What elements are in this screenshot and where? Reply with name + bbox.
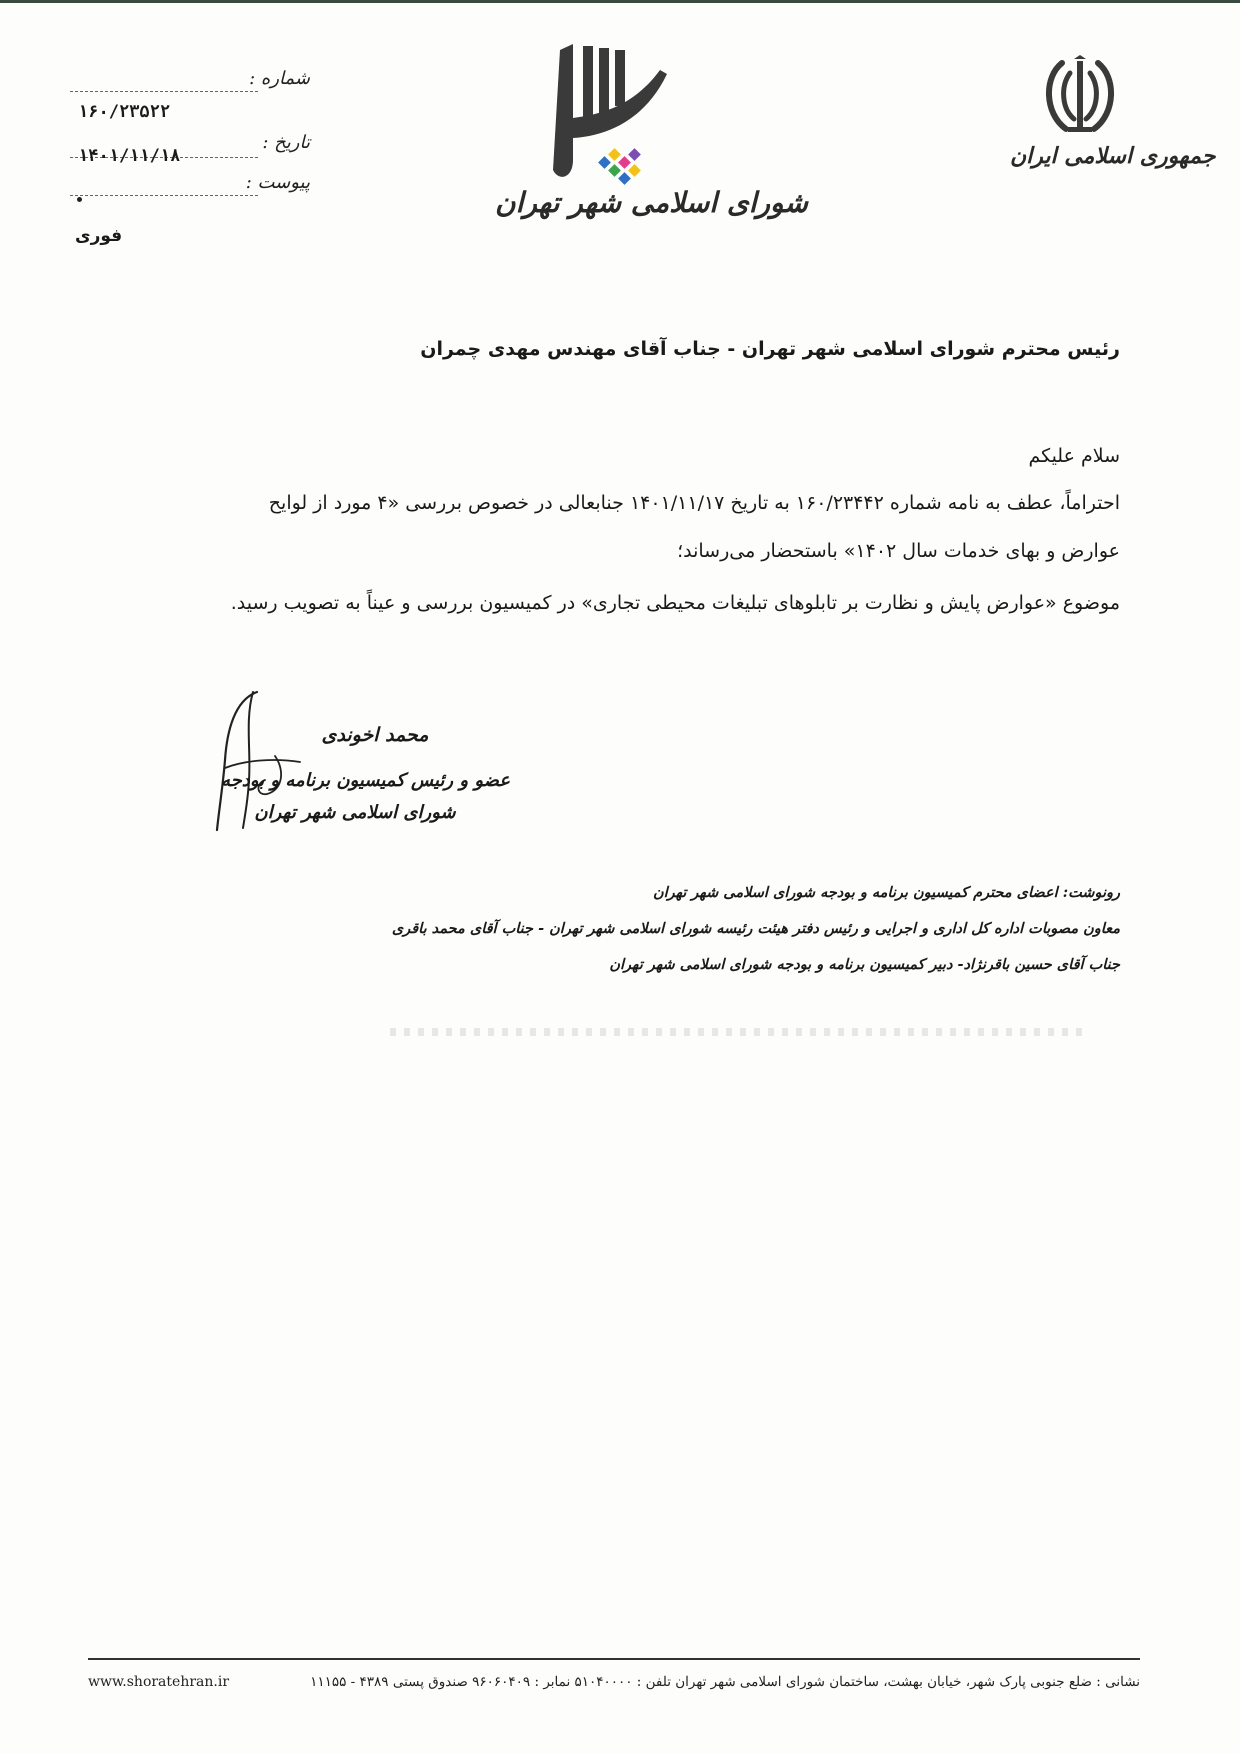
cc-line-2: معاون مصوبات اداره کل اداری و اجرایی و رئیس دفتر هیئت رئیسه شورای اسلامی شهر تهران - جناب آقای محمد باقری xyxy=(391,920,1120,937)
council-logo-icon xyxy=(495,40,745,190)
meta-number-value: ۱۶۰/۲۳۵۲۲ xyxy=(78,102,171,122)
meta-number-line xyxy=(70,91,258,92)
iran-emblem xyxy=(1010,55,1216,185)
council-name: شورای اسلامی شهر تهران xyxy=(495,186,808,219)
meta-date-row xyxy=(70,112,310,153)
meta-number-row xyxy=(70,68,310,94)
paragraph-line-2: عوارض و بهای خدمات سال ۱۴۰۲» باستحضار می‌رساند؛ xyxy=(677,540,1120,562)
iran-emblem-icon xyxy=(1040,55,1120,137)
bullet-dot xyxy=(77,197,82,202)
signer-name: محمد اخوندی xyxy=(321,724,429,746)
paragraph-line-3: موضوع «عوارض پایش و نظارت بر تابلوهای تبلیغات محیطی تجاری» در کمیسیون بررسی و عیناً به تصویب رسید. xyxy=(230,592,1120,614)
faint-bleed-through xyxy=(390,1028,1090,1036)
country-name: جمهوری اسلامی ایران xyxy=(1010,143,1216,169)
cc-line-3: جناب آقای حسین باقرنژاد- دبیر کمیسیون برنامه و بودجه شورای اسلامی شهر تهران xyxy=(609,956,1120,973)
signer-organization: شورای اسلامی شهر تهران xyxy=(254,802,456,823)
recipient-line: رئیس محترم شورای اسلامی شهر تهران - جناب آقای مهندس مهدی چمران xyxy=(420,338,1120,360)
council-logo xyxy=(495,40,808,240)
meta-number-label: شماره : xyxy=(249,68,310,89)
meta-date-value: ۱۴۰۱/۱۱/۱۸ xyxy=(78,146,181,166)
signer-title: عضو و رئیس کمیسیون برنامه و بودجه xyxy=(221,770,510,791)
meta-attachment-label: پیوست : xyxy=(245,172,310,193)
footer-website: www.shoratehran.ir xyxy=(88,1674,230,1690)
scan-edge xyxy=(0,0,1240,3)
meta-date-label: تاریخ : xyxy=(262,132,310,153)
footer-divider xyxy=(88,1658,1140,1660)
cc-line-1: رونوشت: اعضای محترم کمیسیون برنامه و بودجه شورای اسلامی شهر تهران xyxy=(652,884,1120,901)
paragraph-line-1: احتراماً، عطف به نامه شماره ۱۶۰/۲۳۴۴۲ به تاریخ ۱۴۰۱/۱۱/۱۷ جنابعالی در خصوص بررسی «۴ مورد از لوایح xyxy=(268,492,1120,514)
meta-attachment-row xyxy=(70,168,310,194)
meta-attachment-line xyxy=(70,195,258,196)
greeting: سلام علیکم xyxy=(1028,445,1120,467)
footer-address: نشانی : ضلع جنوبی پارک شهر، خیابان بهشت، ساختمان شورای اسلامی شهر تهران تلفن : ۵۱۰۴۰۰۰۰ نمابر : ۹۶۰۶۰۴۰۹ صندوق پستی ۴۳۸۹ - ۱۱۱۵۵ xyxy=(310,1674,1140,1690)
urgency-label: فوری xyxy=(75,226,123,246)
